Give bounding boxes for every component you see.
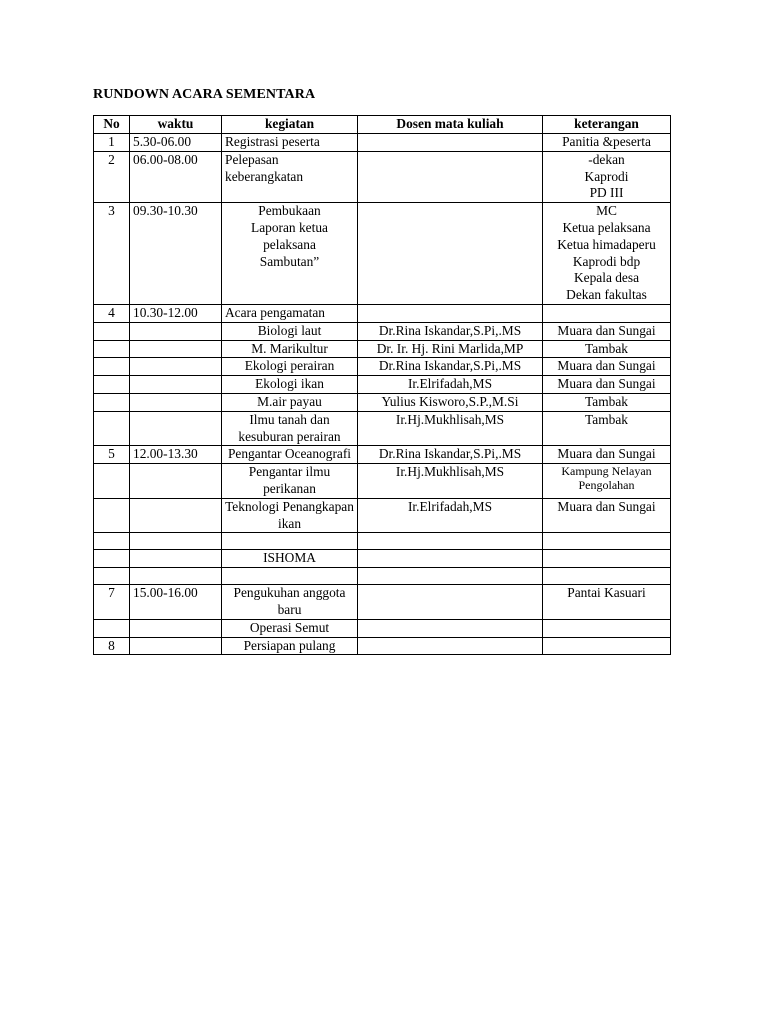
keterangan-line: Kaprodi — [584, 168, 629, 184]
cell-keterangan — [543, 619, 671, 637]
table-row — [94, 358, 671, 376]
cell-kegiatan — [222, 568, 358, 585]
cell-kegiatan: Pengantar Oceanografi — [222, 446, 358, 464]
cell-waktu: 12.00-13.30 — [130, 446, 222, 464]
cell-no: 1 — [94, 134, 130, 152]
cell-no: 4 — [94, 304, 130, 322]
table-row — [94, 498, 671, 533]
cell-no: 7 — [94, 585, 130, 620]
keterangan-line: MC — [596, 203, 617, 219]
cell-waktu — [130, 533, 222, 550]
cell-waktu — [130, 358, 222, 376]
table-row — [94, 446, 671, 464]
cell-dosen: Dr.Rina Iskandar,S.Pi,.MS — [358, 322, 543, 340]
cell-dosen: Yulius Kisworo,S.P.,M.Si — [358, 393, 543, 411]
cell-waktu: 5.30-06.00 — [130, 134, 222, 152]
cell-kegiatan: M. Marikultur — [222, 340, 358, 358]
keterangan-line: Dekan fakultas — [566, 287, 647, 303]
table-row — [94, 619, 671, 637]
table-row — [94, 151, 671, 202]
table-row — [94, 393, 671, 411]
cell-waktu — [130, 498, 222, 533]
keterangan-line: PD III — [589, 185, 624, 201]
cell-dosen — [358, 585, 543, 620]
header-no: No — [94, 116, 130, 134]
kegiatan-line: Pembukaan — [258, 203, 321, 219]
cell-keterangan: Muara dan Sungai — [543, 322, 671, 340]
cell-keterangan: Muara dan Sungai — [543, 446, 671, 464]
table-row — [94, 304, 671, 322]
cell-dosen: Dr. Ir. Hj. Rini Marlida,MP — [358, 340, 543, 358]
cell-keterangan: Pantai Kasuari — [543, 585, 671, 620]
cell-keterangan: Panitia &peserta — [543, 134, 671, 152]
cell-waktu — [130, 340, 222, 358]
cell-waktu: 10.30-12.00 — [130, 304, 222, 322]
cell-kegiatan: Operasi Semut — [222, 619, 358, 637]
cell-no — [94, 619, 130, 637]
table-row — [94, 340, 671, 358]
cell-dosen: Ir.Elrifadah,MS — [358, 376, 543, 394]
header-keterangan: keterangan — [543, 116, 671, 134]
cell-no — [94, 358, 130, 376]
cell-no: 8 — [94, 637, 130, 655]
keterangan-line: Kaprodi bdp — [572, 253, 641, 269]
kegiatan-line: Laporan ketua pelaksana — [251, 219, 328, 252]
cell-keterangan — [543, 533, 671, 550]
cell-dosen: Ir.Hj.Mukhlisah,MS — [358, 464, 543, 499]
cell-dosen: Ir.Hj.Mukhlisah,MS — [358, 411, 543, 446]
cell-dosen — [358, 568, 543, 585]
cell-keterangan: Tambak — [543, 340, 671, 358]
keterangan-line: Ketua himadaperu — [557, 236, 656, 252]
keterangan-line: Kepala desa — [573, 270, 640, 286]
cell-waktu: 15.00-16.00 — [130, 585, 222, 620]
table-row — [94, 134, 671, 152]
cell-waktu — [130, 322, 222, 340]
header-dosen: Dosen mata kuliah — [358, 116, 543, 134]
cell-waktu — [130, 619, 222, 637]
cell-dosen — [358, 637, 543, 655]
cell-waktu — [130, 376, 222, 394]
table-row — [94, 550, 671, 568]
rundown-table — [93, 115, 671, 655]
cell-keterangan: Muara dan Sungai — [543, 358, 671, 376]
cell-kegiatan: Pelepasan keberangkatan — [222, 151, 358, 202]
table-row — [94, 411, 671, 446]
cell-dosen: Dr.Rina Iskandar,S.Pi,.MS — [358, 358, 543, 376]
cell-kegiatan — [222, 203, 358, 305]
cell-kegiatan: Ilmu tanah dan kesuburan perairan — [222, 411, 358, 446]
cell-kegiatan: Registrasi peserta — [222, 134, 358, 152]
table-row — [94, 585, 671, 620]
cell-no — [94, 340, 130, 358]
cell-kegiatan: Biologi laut — [222, 322, 358, 340]
cell-dosen — [358, 533, 543, 550]
cell-kegiatan: Teknologi Penangkapan ikan — [222, 498, 358, 533]
cell-dosen — [358, 550, 543, 568]
kegiatan-line: Sambutan” — [259, 253, 320, 269]
cell-keterangan — [543, 550, 671, 568]
cell-keterangan: Kampung Nelayan Pengolahan — [543, 464, 671, 499]
cell-keterangan — [543, 203, 671, 305]
cell-waktu — [130, 393, 222, 411]
cell-dosen — [358, 304, 543, 322]
cell-keterangan: Tambak — [543, 411, 671, 446]
table-row — [94, 322, 671, 340]
cell-waktu — [130, 568, 222, 585]
keterangan-line: Ketua pelaksana — [562, 219, 651, 235]
cell-kegiatan: Ekologi perairan — [222, 358, 358, 376]
cell-no: 3 — [94, 203, 130, 305]
cell-keterangan: Muara dan Sungai — [543, 376, 671, 394]
cell-dosen — [358, 151, 543, 202]
cell-keterangan — [543, 151, 671, 202]
cell-kegiatan: Pengantar ilmu perikanan — [222, 464, 358, 499]
table-row — [94, 376, 671, 394]
cell-kegiatan — [222, 533, 358, 550]
cell-waktu — [130, 550, 222, 568]
cell-no: 5 — [94, 446, 130, 464]
table-header-row — [94, 116, 671, 134]
cell-waktu: 09.30-10.30 — [130, 203, 222, 305]
cell-kegiatan: Acara pengamatan — [222, 304, 358, 322]
cell-no: 2 — [94, 151, 130, 202]
cell-kegiatan: Ekologi ikan — [222, 376, 358, 394]
cell-no — [94, 568, 130, 585]
table-row — [94, 203, 671, 305]
table-row — [94, 568, 671, 585]
page-title: RUNDOWN ACARA SEMENTARA — [93, 87, 316, 102]
keterangan-line: -dekan — [588, 151, 625, 167]
cell-no — [94, 411, 130, 446]
table-row — [94, 637, 671, 655]
cell-keterangan — [543, 304, 671, 322]
cell-kegiatan: M.air payau — [222, 393, 358, 411]
cell-no — [94, 498, 130, 533]
cell-waktu — [130, 411, 222, 446]
header-waktu: waktu — [130, 116, 222, 134]
cell-keterangan — [543, 637, 671, 655]
cell-dosen — [358, 134, 543, 152]
table-row — [94, 533, 671, 550]
cell-dosen — [358, 203, 543, 305]
cell-keterangan: Tambak — [543, 393, 671, 411]
cell-dosen: Ir.Elrifadah,MS — [358, 498, 543, 533]
cell-kegiatan: ISHOMA — [222, 550, 358, 568]
cell-waktu: 06.00-08.00 — [130, 151, 222, 202]
cell-no — [94, 376, 130, 394]
cell-kegiatan: Persiapan pulang — [222, 637, 358, 655]
cell-no — [94, 393, 130, 411]
cell-waktu — [130, 464, 222, 499]
cell-no — [94, 550, 130, 568]
cell-kegiatan: Pengukuhan anggota baru — [222, 585, 358, 620]
cell-dosen: Dr.Rina Iskandar,S.Pi,.MS — [358, 446, 543, 464]
cell-dosen — [358, 619, 543, 637]
table-row — [94, 464, 671, 499]
cell-waktu — [130, 637, 222, 655]
cell-no — [94, 464, 130, 499]
cell-no — [94, 322, 130, 340]
cell-keterangan — [543, 568, 671, 585]
cell-keterangan: Muara dan Sungai — [543, 498, 671, 533]
cell-no — [94, 533, 130, 550]
header-kegiatan: kegiatan — [222, 116, 358, 134]
